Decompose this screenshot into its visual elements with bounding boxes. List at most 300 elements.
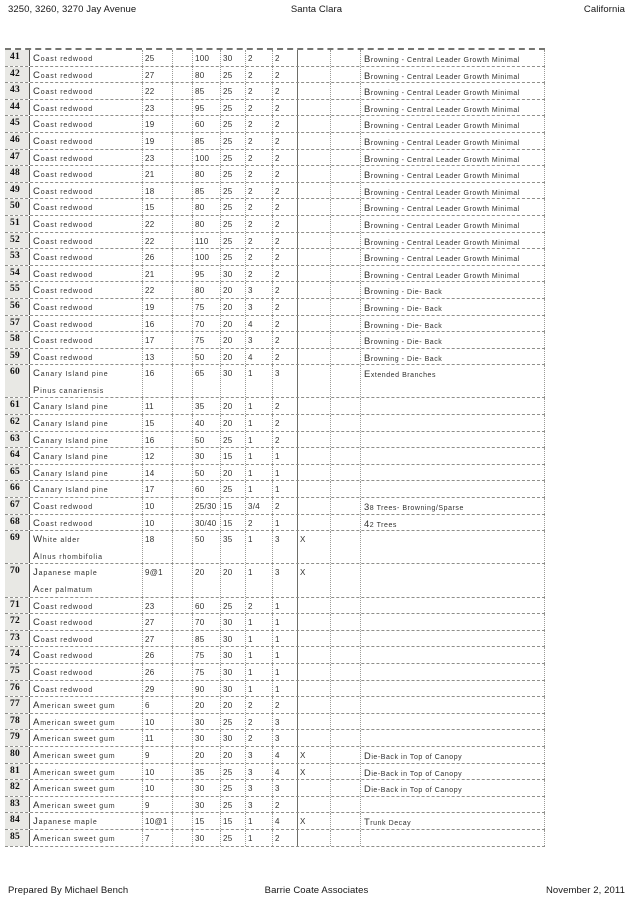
spacer-cell (173, 332, 193, 348)
rating1-cell: 1 (246, 365, 273, 397)
x-mark-cell (298, 166, 331, 182)
row-number-cell: 43 (5, 83, 30, 99)
spacer-cell (331, 481, 361, 497)
height-cell: 100 (193, 249, 221, 265)
spacer-cell (173, 365, 193, 397)
species-common-name: Canary Island pine (33, 401, 109, 413)
row-number-cell: 62 (5, 415, 30, 431)
notes-cell (361, 448, 545, 464)
row-number-cell: 58 (5, 332, 30, 348)
height-cell: 70 (193, 614, 221, 630)
spacer-cell (173, 714, 193, 730)
height-cell: 60 (193, 116, 221, 132)
species-common-name: Coast redwood (33, 169, 94, 181)
spacer-cell (331, 432, 361, 448)
spacer-cell (173, 233, 193, 249)
rating1-cell: 4 (246, 316, 273, 332)
species-cell (30, 365, 143, 397)
notes-cell: Browning - Central Leader Growth Minimal (361, 150, 545, 166)
spread-cell: 15 (221, 515, 246, 531)
x-mark-cell (298, 150, 331, 166)
rating1-cell: 1 (246, 432, 273, 448)
rating1-cell: 3 (246, 797, 273, 813)
spacer-cell (331, 697, 361, 713)
header-address: 3250, 3260, 3270 Jay Avenue (8, 4, 137, 15)
rating1-cell: 2 (246, 266, 273, 282)
height-cell: 95 (193, 100, 221, 116)
spacer-cell (173, 316, 193, 332)
spacer-cell (173, 432, 193, 448)
species-cell (30, 282, 143, 298)
x-mark-cell: X (298, 564, 331, 596)
species-common-name: Coast redwood (33, 285, 94, 297)
notes-cell (361, 797, 545, 813)
trunk-diameter-cell: 17 (143, 332, 173, 348)
height-cell: 30 (193, 714, 221, 730)
spread-cell: 20 (221, 415, 246, 431)
height-cell: 110 (193, 233, 221, 249)
row-number-cell: 79 (5, 730, 30, 746)
rating1-cell: 3 (246, 747, 273, 763)
x-mark-cell (298, 730, 331, 746)
table-row (5, 797, 545, 814)
rating2-cell: 2 (273, 432, 298, 448)
trunk-diameter-cell: 10 (143, 515, 173, 531)
row-number-cell: 52 (5, 233, 30, 249)
rating2-cell: 2 (273, 415, 298, 431)
species-common-name: Japanese maple (33, 567, 98, 579)
spread-cell: 20 (221, 299, 246, 315)
height-cell: 20 (193, 564, 221, 596)
spread-cell: 25 (221, 116, 246, 132)
trunk-diameter-cell: 21 (143, 266, 173, 282)
x-mark-cell: X (298, 813, 331, 829)
x-mark-cell (298, 465, 331, 481)
spacer-cell (331, 83, 361, 99)
species-cell (30, 150, 143, 166)
spacer-cell (173, 448, 193, 464)
rating1-cell: 1 (246, 481, 273, 497)
table-row (5, 747, 545, 764)
rating2-cell: 1 (273, 664, 298, 680)
notes-cell (361, 697, 545, 713)
notes-cell (361, 564, 545, 596)
row-number-cell: 51 (5, 216, 30, 232)
x-mark-cell (298, 183, 331, 199)
spacer-cell (331, 415, 361, 431)
species-cell (30, 349, 143, 365)
spread-cell: 20 (221, 697, 246, 713)
rating2-cell: 1 (273, 647, 298, 663)
species-common-name: American sweet gum (33, 783, 116, 795)
species-common-name: Coast redwood (33, 517, 94, 529)
height-cell: 85 (193, 631, 221, 647)
height-cell: 80 (193, 216, 221, 232)
height-cell: 40 (193, 415, 221, 431)
rating1-cell: 2 (246, 67, 273, 83)
trunk-diameter-cell: 23 (143, 100, 173, 116)
spacer-cell (331, 564, 361, 596)
table-row (5, 830, 545, 847)
species-common-name: American sweet gum (33, 766, 116, 778)
table-row (5, 266, 545, 283)
height-cell: 50 (193, 465, 221, 481)
species-common-name: Coast redwood (33, 301, 94, 313)
height-cell: 95 (193, 266, 221, 282)
rating2-cell: 3 (273, 531, 298, 563)
rating2-cell: 4 (273, 747, 298, 763)
table-row (5, 415, 545, 432)
spacer-cell (331, 780, 361, 796)
spread-cell: 25 (221, 780, 246, 796)
row-number-cell: 56 (5, 299, 30, 315)
rating2-cell: 2 (273, 299, 298, 315)
spacer-cell (331, 199, 361, 215)
x-mark-cell (298, 133, 331, 149)
spread-cell: 25 (221, 150, 246, 166)
table-row (5, 116, 545, 133)
rating1-cell: 1 (246, 398, 273, 414)
rating2-cell: 2 (273, 199, 298, 215)
notes-cell: Browning - Central Leader Growth Minimal (361, 116, 545, 132)
spacer-cell (173, 282, 193, 298)
spacer-cell (331, 166, 361, 182)
trunk-diameter-cell: 17 (143, 481, 173, 497)
notes-cell: Extended Branches (361, 365, 545, 397)
spread-cell: 20 (221, 332, 246, 348)
species-common-name: Coast redwood (33, 69, 94, 81)
species-cell (30, 233, 143, 249)
species-common-name: Coast redwood (33, 102, 94, 114)
species-cell (30, 316, 143, 332)
species-cell (30, 764, 143, 780)
rating2-cell: 2 (273, 133, 298, 149)
species-cell (30, 498, 143, 514)
spread-cell: 25 (221, 797, 246, 813)
spacer-cell (173, 50, 193, 66)
spacer-cell (173, 813, 193, 829)
trunk-diameter-cell: 10 (143, 498, 173, 514)
species-common-name: Coast redwood (33, 335, 94, 347)
height-cell: 65 (193, 365, 221, 397)
spread-cell: 25 (221, 830, 246, 846)
table-row (5, 67, 545, 84)
table-row (5, 365, 545, 398)
spacer-cell (173, 515, 193, 531)
rating2-cell: 1 (273, 481, 298, 497)
row-number-cell: 85 (5, 830, 30, 846)
notes-cell: Browning - Central Leader Growth Minimal (361, 183, 545, 199)
spacer-cell (173, 564, 193, 596)
spacer-cell (331, 50, 361, 66)
trunk-diameter-cell: 23 (143, 150, 173, 166)
row-number-cell: 54 (5, 266, 30, 282)
species-cell (30, 697, 143, 713)
rating1-cell: 2 (246, 133, 273, 149)
row-number-cell: 44 (5, 100, 30, 116)
trunk-diameter-cell: 13 (143, 349, 173, 365)
trunk-diameter-cell: 16 (143, 365, 173, 397)
x-mark-cell (298, 598, 331, 614)
spread-cell: 25 (221, 432, 246, 448)
spacer-cell (331, 631, 361, 647)
species-common-name: Canary Island pine (33, 484, 109, 496)
rating2-cell: 2 (273, 233, 298, 249)
species-common-name: White alder (33, 534, 81, 546)
x-mark-cell (298, 697, 331, 713)
row-number-cell: 65 (5, 465, 30, 481)
rating1-cell: 1 (246, 631, 273, 647)
trunk-diameter-cell: 26 (143, 647, 173, 663)
x-mark-cell (298, 199, 331, 215)
spacer-cell (173, 199, 193, 215)
rating1-cell: 1 (246, 564, 273, 596)
spread-cell: 25 (221, 199, 246, 215)
spacer-cell (173, 398, 193, 414)
notes-cell (361, 681, 545, 697)
x-mark-cell (298, 631, 331, 647)
x-mark-cell: X (298, 531, 331, 563)
species-cell (30, 564, 143, 596)
spacer-cell (173, 614, 193, 630)
rating1-cell: 3 (246, 764, 273, 780)
row-number-cell: 64 (5, 448, 30, 464)
species-common-name: Coast redwood (33, 135, 94, 147)
table-row (5, 764, 545, 781)
rating1-cell: 2 (246, 150, 273, 166)
species-cell (30, 531, 143, 563)
height-cell: 80 (193, 282, 221, 298)
height-cell: 20 (193, 697, 221, 713)
trunk-diameter-cell: 10 (143, 764, 173, 780)
row-number-cell: 63 (5, 432, 30, 448)
spacer-cell (331, 365, 361, 397)
rating1-cell: 2 (246, 183, 273, 199)
spacer-cell (331, 133, 361, 149)
spacer-cell (331, 830, 361, 846)
table-row (5, 448, 545, 465)
x-mark-cell (298, 50, 331, 66)
height-cell: 80 (193, 67, 221, 83)
spread-cell: 20 (221, 398, 246, 414)
notes-cell (361, 598, 545, 614)
spacer-cell (173, 183, 193, 199)
table-row (5, 166, 545, 183)
table-row (5, 481, 545, 498)
species-cell (30, 448, 143, 464)
row-number-cell: 84 (5, 813, 30, 829)
trunk-diameter-cell: 19 (143, 116, 173, 132)
notes-cell: Browning - Central Leader Growth Minimal (361, 216, 545, 232)
species-common-name: American sweet gum (33, 733, 116, 745)
rating1-cell: 1 (246, 415, 273, 431)
species-cell (30, 199, 143, 215)
trunk-diameter-cell: 9 (143, 797, 173, 813)
x-mark-cell (298, 249, 331, 265)
rating2-cell: 1 (273, 465, 298, 481)
x-mark-cell (298, 498, 331, 514)
species-cell (30, 714, 143, 730)
trunk-diameter-cell: 27 (143, 614, 173, 630)
spacer-cell (331, 747, 361, 763)
x-mark-cell: X (298, 764, 331, 780)
x-mark-cell: X (298, 747, 331, 763)
x-mark-cell (298, 398, 331, 414)
table-row (5, 515, 545, 532)
spread-cell: 20 (221, 747, 246, 763)
table-row (5, 498, 545, 515)
trunk-diameter-cell: 11 (143, 730, 173, 746)
height-cell: 30/40 (193, 515, 221, 531)
notes-cell: Browning - Central Leader Growth Minimal (361, 166, 545, 182)
x-mark-cell (298, 415, 331, 431)
spacer-cell (173, 481, 193, 497)
spacer-cell (173, 697, 193, 713)
rating2-cell: 2 (273, 50, 298, 66)
species-cell (30, 797, 143, 813)
species-common-name: Coast redwood (33, 252, 94, 264)
spread-cell: 25 (221, 133, 246, 149)
height-cell: 85 (193, 183, 221, 199)
species-botanical-name: Alnus rhombifolia (33, 550, 103, 562)
row-number-cell: 70 (5, 564, 30, 596)
spread-cell: 20 (221, 316, 246, 332)
rating1-cell: 2 (246, 83, 273, 99)
rating2-cell: 2 (273, 266, 298, 282)
height-cell: 50 (193, 349, 221, 365)
height-cell: 25/30 (193, 498, 221, 514)
species-common-name: Coast redwood (33, 86, 94, 98)
species-cell (30, 432, 143, 448)
notes-cell: Die-Back in Top of Canopy (361, 780, 545, 796)
row-number-cell: 60 (5, 365, 30, 397)
species-cell (30, 133, 143, 149)
height-cell: 85 (193, 83, 221, 99)
row-number-cell: 41 (5, 50, 30, 66)
rating2-cell: 1 (273, 631, 298, 647)
table-row (5, 714, 545, 731)
rating1-cell: 2 (246, 233, 273, 249)
spread-cell: 25 (221, 166, 246, 182)
row-number-cell: 67 (5, 498, 30, 514)
species-common-name: Coast redwood (33, 617, 94, 629)
spacer-cell (173, 83, 193, 99)
spacer-cell (173, 797, 193, 813)
rating2-cell: 2 (273, 116, 298, 132)
rating1-cell: 2 (246, 166, 273, 182)
trunk-diameter-cell: 15 (143, 415, 173, 431)
spacer-cell (173, 647, 193, 663)
trunk-diameter-cell: 23 (143, 598, 173, 614)
row-number-cell: 66 (5, 481, 30, 497)
species-cell (30, 681, 143, 697)
spread-cell: 30 (221, 631, 246, 647)
rating1-cell: 2 (246, 116, 273, 132)
row-number-cell: 73 (5, 631, 30, 647)
tree-inventory-table (5, 48, 545, 847)
rating1-cell: 2 (246, 598, 273, 614)
x-mark-cell (298, 432, 331, 448)
x-mark-cell (298, 332, 331, 348)
species-common-name: Canary Island pine (33, 418, 109, 430)
x-mark-cell (298, 233, 331, 249)
spread-cell: 30 (221, 365, 246, 397)
height-cell: 60 (193, 598, 221, 614)
x-mark-cell (298, 349, 331, 365)
spacer-cell (331, 730, 361, 746)
notes-cell (361, 664, 545, 680)
species-botanical-name: Pinus canariensis (33, 384, 105, 396)
height-cell: 35 (193, 764, 221, 780)
height-cell: 80 (193, 166, 221, 182)
spread-cell: 30 (221, 730, 246, 746)
row-number-cell: 69 (5, 531, 30, 563)
species-cell (30, 332, 143, 348)
trunk-diameter-cell: 27 (143, 67, 173, 83)
height-cell: 50 (193, 531, 221, 563)
spread-cell: 20 (221, 282, 246, 298)
notes-cell (361, 730, 545, 746)
rating2-cell: 2 (273, 216, 298, 232)
species-common-name: Canary Island pine (33, 368, 109, 380)
spacer-cell (173, 764, 193, 780)
height-cell: 35 (193, 398, 221, 414)
spread-cell: 30 (221, 266, 246, 282)
species-common-name: American sweet gum (33, 832, 116, 844)
rating2-cell: 2 (273, 67, 298, 83)
table-row (5, 183, 545, 200)
trunk-diameter-cell: 22 (143, 282, 173, 298)
rating1-cell: 2 (246, 515, 273, 531)
spacer-cell (331, 465, 361, 481)
spacer-cell (331, 216, 361, 232)
height-cell: 70 (193, 316, 221, 332)
species-common-name: Coast redwood (33, 351, 94, 363)
table-row (5, 133, 545, 150)
height-cell: 60 (193, 481, 221, 497)
rating2-cell: 2 (273, 100, 298, 116)
x-mark-cell (298, 515, 331, 531)
table-row (5, 647, 545, 664)
x-mark-cell (298, 780, 331, 796)
header-city: Santa Clara (290, 4, 343, 15)
species-cell (30, 216, 143, 232)
rating2-cell: 2 (273, 316, 298, 332)
table-row (5, 564, 545, 597)
spacer-cell (173, 133, 193, 149)
spread-cell: 20 (221, 465, 246, 481)
trunk-diameter-cell: 9 (143, 747, 173, 763)
rating1-cell: 1 (246, 614, 273, 630)
row-number-cell: 72 (5, 614, 30, 630)
spacer-cell (331, 332, 361, 348)
spacer-cell (331, 233, 361, 249)
notes-cell: Browning - Die- Back (361, 332, 545, 348)
rating2-cell: 3 (273, 714, 298, 730)
spacer-cell (173, 266, 193, 282)
x-mark-cell (298, 614, 331, 630)
species-common-name: Canary Island pine (33, 467, 109, 479)
notes-cell: Browning - Central Leader Growth Minimal (361, 199, 545, 215)
spread-cell: 30 (221, 664, 246, 680)
spread-cell: 20 (221, 349, 246, 365)
rating1-cell: 2 (246, 697, 273, 713)
notes-cell: Browning - Central Leader Growth Minimal (361, 266, 545, 282)
rating1-cell: 3 (246, 780, 273, 796)
table-row (5, 299, 545, 316)
table-row (5, 150, 545, 167)
rating1-cell: 2 (246, 730, 273, 746)
